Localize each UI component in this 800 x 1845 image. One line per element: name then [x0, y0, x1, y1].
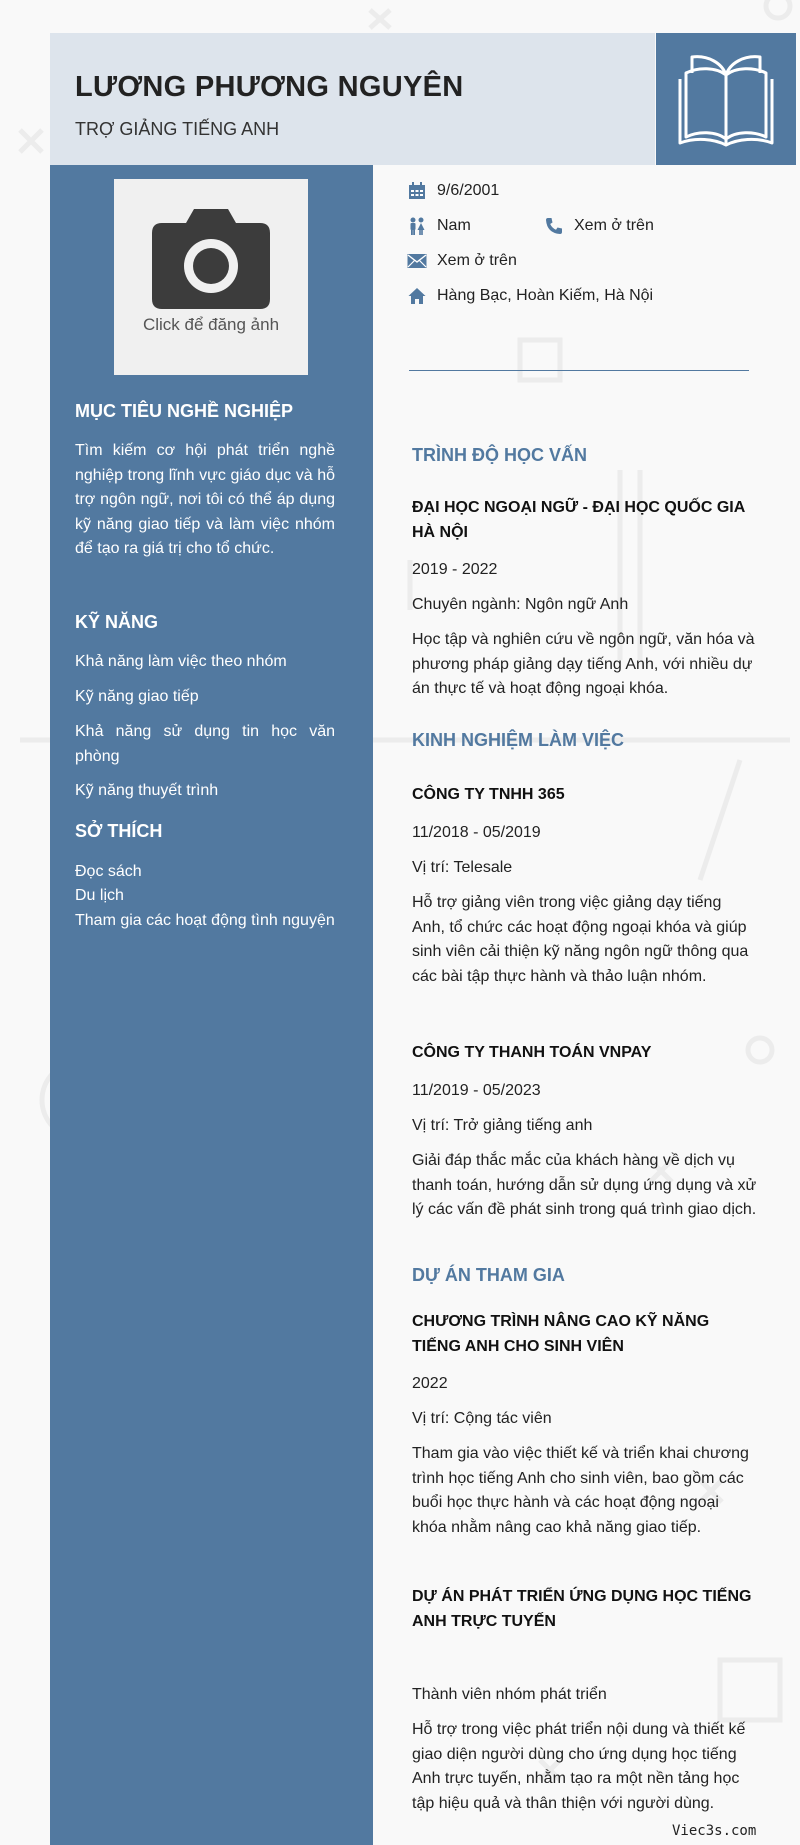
skills-heading: KỸ NĂNG: [75, 612, 159, 632]
job-position[interactable]: Vị trí: Trở giảng tiếng anh: [412, 1117, 593, 1134]
job-company[interactable]: CÔNG TY THANH TOÁN VNPAY: [412, 1044, 652, 1061]
main-content: [373, 165, 796, 1845]
book-icon: [656, 33, 796, 165]
projects-heading: DỰ ÁN THAM GIA: [412, 1265, 565, 1285]
objective-text[interactable]: Tìm kiếm cơ hội phát triển nghề nghiệp trong lĩnh vực giáo dục và hỗ trợ ngôn ngữ, nơi tôi có thể áp dụng kỹ năng giao tiếp và làm việc nhóm để tạo ra giá trị cho tổ chức.: [75, 442, 335, 557]
phone-icon: [544, 216, 564, 236]
hobby-item[interactable]: Du lịch: [75, 887, 124, 904]
logo-box: [656, 33, 796, 165]
hobby-item[interactable]: Đọc sách: [75, 863, 142, 880]
calendar-icon: [407, 181, 427, 201]
gender-value[interactable]: Nam: [437, 217, 471, 234]
job-company[interactable]: CÔNG TY TNHH 365: [412, 786, 565, 803]
address-value[interactable]: Hàng Bạc, Hoàn Kiếm, Hà Nội: [437, 287, 654, 304]
objective-heading: MỤC TIÊU NGHỀ NGHIỆP: [75, 401, 294, 421]
project-name[interactable]: CHƯƠNG TRÌNH NÂNG CAO KỸ NĂNG TIẾNG ANH CHO SINH VIÊN: [412, 1313, 710, 1355]
camera-icon: [114, 179, 308, 309]
skill-item[interactable]: Khả năng làm việc theo nhóm: [75, 653, 287, 670]
contact-divider: [409, 370, 749, 371]
experience-heading: KINH NGHIỆM LÀM VIỆC: [412, 730, 625, 750]
job-period[interactable]: 11/2019 - 05/2023: [412, 1082, 541, 1099]
email-value[interactable]: Xem ở trên: [437, 252, 517, 269]
contact-gender: [407, 216, 471, 236]
project-role[interactable]: Thành viên nhóm phát triển: [412, 1686, 607, 1703]
gender-icon: [407, 216, 427, 236]
contact-address: [407, 286, 653, 306]
job-period[interactable]: 11/2018 - 05/2019: [412, 824, 541, 841]
header: [50, 33, 655, 165]
project-role[interactable]: Vị trí: Cộng tác viên: [412, 1410, 552, 1427]
education-heading: TRÌNH ĐỘ HỌC VẤN: [412, 445, 587, 465]
site-watermark: Viec3s.com: [672, 1823, 757, 1839]
job-description[interactable]: Hỗ trợ giảng viên trong việc giảng dạy tiếng Anh, tổ chức các hoạt động ngoại khóa và giúp sinh viên cải thiện kỹ năng ngôn ngữ thông qua các bài tập thực hành và thảo luận nhóm.: [412, 894, 749, 985]
project-name[interactable]: DỰ ÁN PHÁT TRIỂN ỨNG DỤNG HỌC TIẾNG ANH TRỰC TUYẾN: [412, 1588, 752, 1630]
photo-upload-label: Click để đăng ảnh: [142, 315, 280, 334]
job-title[interactable]: TRỢ GIẢNG TIẾNG ANH: [75, 119, 280, 139]
education-description[interactable]: Học tập và nghiên cứu về ngôn ngữ, văn hóa và phương pháp giảng dạy tiếng Anh, với nhiều dự án thực tế và hoạt động ngoại khóa.: [412, 631, 755, 697]
skill-item[interactable]: Kỹ năng thuyết trình: [75, 782, 219, 799]
phone-value[interactable]: Xem ở trên: [574, 217, 654, 234]
hobbies-heading: SỞ THÍCH: [75, 821, 163, 841]
email-icon: [407, 251, 427, 271]
dob-value[interactable]: 9/6/2001: [437, 182, 500, 199]
education-period[interactable]: 2019 - 2022: [412, 561, 498, 578]
project-description[interactable]: Hỗ trợ trong việc phát triển nội dung và thiết kế giao diện người dùng cho ứng dụng học tiếng Anh trực tuyến, nhằm tạo ra một nền tảng học tập hiệu quả và thân thiện với người dùng.: [412, 1721, 746, 1812]
skill-item[interactable]: Kỹ năng giao tiếp: [75, 688, 199, 705]
job-description[interactable]: Giải đáp thắc mắc của khách hàng về dịch vụ thanh toán, hướng dẫn sử dụng ứng dụng và xử lý các vấn đề phát sinh trong quá trình giao dịch.: [412, 1152, 757, 1218]
education-major[interactable]: Chuyên ngành: Ngôn ngữ Anh: [412, 596, 629, 613]
sidebar: [50, 165, 373, 1845]
candidate-name[interactable]: LƯƠNG PHƯƠNG NGUYÊN: [75, 71, 464, 103]
photo-upload[interactable]: [114, 179, 308, 375]
home-icon: [407, 286, 427, 306]
job-position[interactable]: Vị trí: Telesale: [412, 859, 513, 876]
project-description[interactable]: Tham gia vào việc thiết kế và triển khai chương trình học tiếng Anh cho sinh viên, bao gồm các buổi học thực hành và các hoạt động ngoại khóa nhằm nâng cao khả năng giao tiếp.: [412, 1445, 749, 1536]
school-name[interactable]: ĐẠI HỌC NGOẠI NGỮ - ĐẠI HỌC QUỐC GIA HÀ NỘI: [412, 499, 745, 541]
project-period[interactable]: 2022: [412, 1375, 448, 1392]
contact-phone: [544, 216, 654, 236]
contact-email: [407, 251, 517, 271]
hobby-item[interactable]: Tham gia các hoạt động tình nguyện: [75, 912, 335, 929]
skill-item[interactable]: Khả năng sử dụng tin học văn phòng: [75, 723, 335, 765]
resume-page: [50, 33, 796, 1845]
contact-dob: [407, 181, 499, 201]
